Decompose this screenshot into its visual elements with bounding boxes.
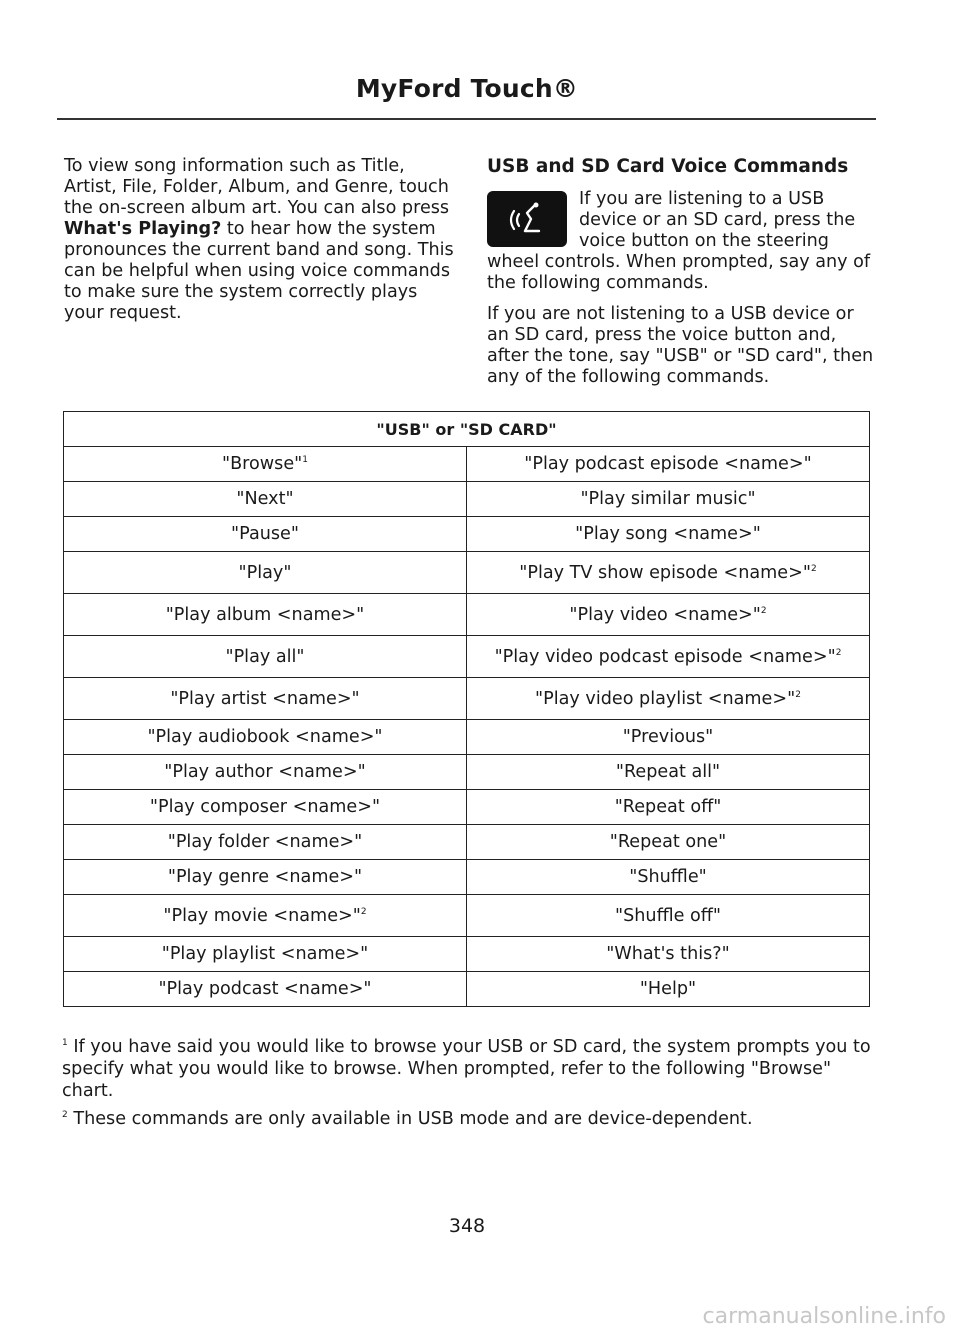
footnote-reference: 2 xyxy=(760,605,767,616)
command-text: "Repeat one" xyxy=(609,832,727,852)
command-text: "Play video podcast episode <name>" xyxy=(494,646,836,667)
command-text: "Play artist <name>" xyxy=(170,688,360,709)
command-text: "Play podcast <name>" xyxy=(158,979,372,999)
command-text: "Play all" xyxy=(225,646,305,667)
command-text: "Play video <name>" xyxy=(569,604,761,625)
command-cell-left xyxy=(64,790,467,825)
header-divider xyxy=(57,118,876,120)
second-paragraph: If you are not listening to a USB device or an SD card, press the voice button and, after the tone, say "USB" or "SD card", then any of the following commands. xyxy=(487,304,874,387)
command-cell-right xyxy=(467,517,870,552)
command-cell-right xyxy=(467,972,870,1007)
command-cell-left xyxy=(64,447,467,482)
footnote-mark: 2 xyxy=(62,1110,68,1121)
footnote-2 xyxy=(62,1108,872,1130)
voice-button-icon xyxy=(487,191,567,247)
footnote-mark: 1 xyxy=(62,1038,68,1049)
left-column-paragraph xyxy=(64,156,454,324)
table-row xyxy=(64,860,870,895)
table-row xyxy=(64,790,870,825)
command-text: "Next" xyxy=(236,489,294,509)
whats-playing-label: What's Playing? xyxy=(64,219,222,239)
command-text: "Pause" xyxy=(231,524,299,544)
command-cell-right xyxy=(467,636,870,678)
footnote-reference: 2 xyxy=(795,689,801,700)
table-row xyxy=(64,482,870,517)
command-cell-right xyxy=(467,552,870,594)
table-row xyxy=(64,895,870,937)
paragraph-text-start: To view song information such as Title, Artist, File, Folder, Album, and Genre, touch the on-screen album art. You can also press xyxy=(64,156,450,218)
section-heading: USB and SD Card Voice Commands xyxy=(487,156,849,177)
command-cell-left xyxy=(64,860,467,895)
command-cell-right xyxy=(467,755,870,790)
command-cell-left xyxy=(64,482,467,517)
command-cell-right xyxy=(467,678,870,720)
command-cell-left xyxy=(64,678,467,720)
table-body xyxy=(64,447,870,1007)
command-cell-right xyxy=(467,895,870,937)
footnote-text: If you have said you would like to browse your USB or SD card, the system prompts you to specify what you would like to browse. When prompted, refer to the following "Browse" chart. xyxy=(62,1037,871,1101)
command-text: "Play song <name>" xyxy=(575,524,761,544)
command-text: "Play similar music" xyxy=(580,489,756,509)
command-text: "Play TV show episode <name>" xyxy=(519,562,811,583)
command-text: "Shuffle off" xyxy=(615,905,721,926)
command-cell-left xyxy=(64,720,467,755)
command-cell-right xyxy=(467,790,870,825)
command-text: "Play movie <name>" xyxy=(163,905,361,926)
footnote-reference: 2 xyxy=(835,647,842,658)
footnote-reference: 2 xyxy=(360,906,367,917)
footnote-reference: 1 xyxy=(302,455,308,466)
command-cell-right xyxy=(467,594,870,636)
table-row xyxy=(64,636,870,678)
footnote-reference: 2 xyxy=(810,563,817,574)
command-text: "Repeat off" xyxy=(614,797,722,817)
table-row xyxy=(64,972,870,1007)
table-row xyxy=(64,517,870,552)
command-text: "Repeat all" xyxy=(615,762,721,782)
command-text: "Play genre <name>" xyxy=(167,867,363,887)
command-cell-left xyxy=(64,636,467,678)
command-cell-left xyxy=(64,895,467,937)
command-cell-right xyxy=(467,482,870,517)
paragraph-text-end: to hear how the system pronounces the current band and song. This can be helpful when using voice commands to make sure the system correctly plays your request. xyxy=(64,219,454,323)
command-cell-left xyxy=(64,517,467,552)
command-text: "Play composer <name>" xyxy=(149,797,381,817)
table-row xyxy=(64,594,870,636)
table-row xyxy=(64,552,870,594)
table-row xyxy=(64,937,870,972)
voice-commands-table xyxy=(63,411,870,1007)
table-header-row xyxy=(64,412,870,447)
command-text: "Help" xyxy=(639,979,697,999)
command-cell-left xyxy=(64,594,467,636)
command-cell-left xyxy=(64,755,467,790)
command-text: "What's this?" xyxy=(606,944,730,964)
page-title: MyFord Touch® xyxy=(355,74,579,103)
command-cell-right xyxy=(467,937,870,972)
command-text: "Play playlist <name>" xyxy=(161,944,369,964)
right-column xyxy=(487,156,877,398)
command-cell-right xyxy=(467,860,870,895)
command-cell-left xyxy=(64,825,467,860)
command-text: "Play author <name>" xyxy=(164,762,366,782)
command-text: "Play video playlist <name>" xyxy=(535,688,796,709)
command-cell-right xyxy=(467,720,870,755)
command-text: "Play" xyxy=(238,562,292,583)
command-cell-right xyxy=(467,447,870,482)
command-cell-left xyxy=(64,972,467,1007)
command-text: "Play folder <name>" xyxy=(167,832,363,852)
table-row xyxy=(64,678,870,720)
intro-paragraph-text: If you are listening to a USB device or an SD card, press the voice button on the steering wheel controls. When prompted, say any of the following commands. xyxy=(487,189,871,293)
footnote-text: These commands are only available in USB mode and are device-dependent. xyxy=(67,1109,753,1129)
command-text: "Shuffle" xyxy=(629,867,707,887)
command-text: "Previous" xyxy=(622,727,714,747)
footnote-1 xyxy=(62,1036,872,1102)
command-text: "Play audiobook <name>" xyxy=(147,727,383,747)
command-text: "Play album <name>" xyxy=(165,604,365,625)
command-cell-left xyxy=(64,552,467,594)
table-row xyxy=(64,825,870,860)
table-row xyxy=(64,755,870,790)
table-row xyxy=(64,720,870,755)
command-text: "Browse" xyxy=(222,454,303,474)
command-text: "Play podcast episode <name>" xyxy=(524,454,812,474)
footnotes xyxy=(62,1036,872,1136)
command-cell-left xyxy=(64,937,467,972)
page-number: 348 xyxy=(448,1215,486,1237)
command-cell-right xyxy=(467,825,870,860)
table-row xyxy=(64,447,870,482)
intro-paragraph xyxy=(487,189,877,294)
watermark: carmanualsonline.info xyxy=(702,1304,946,1329)
table-header: "USB" or "SD CARD" xyxy=(64,412,870,447)
